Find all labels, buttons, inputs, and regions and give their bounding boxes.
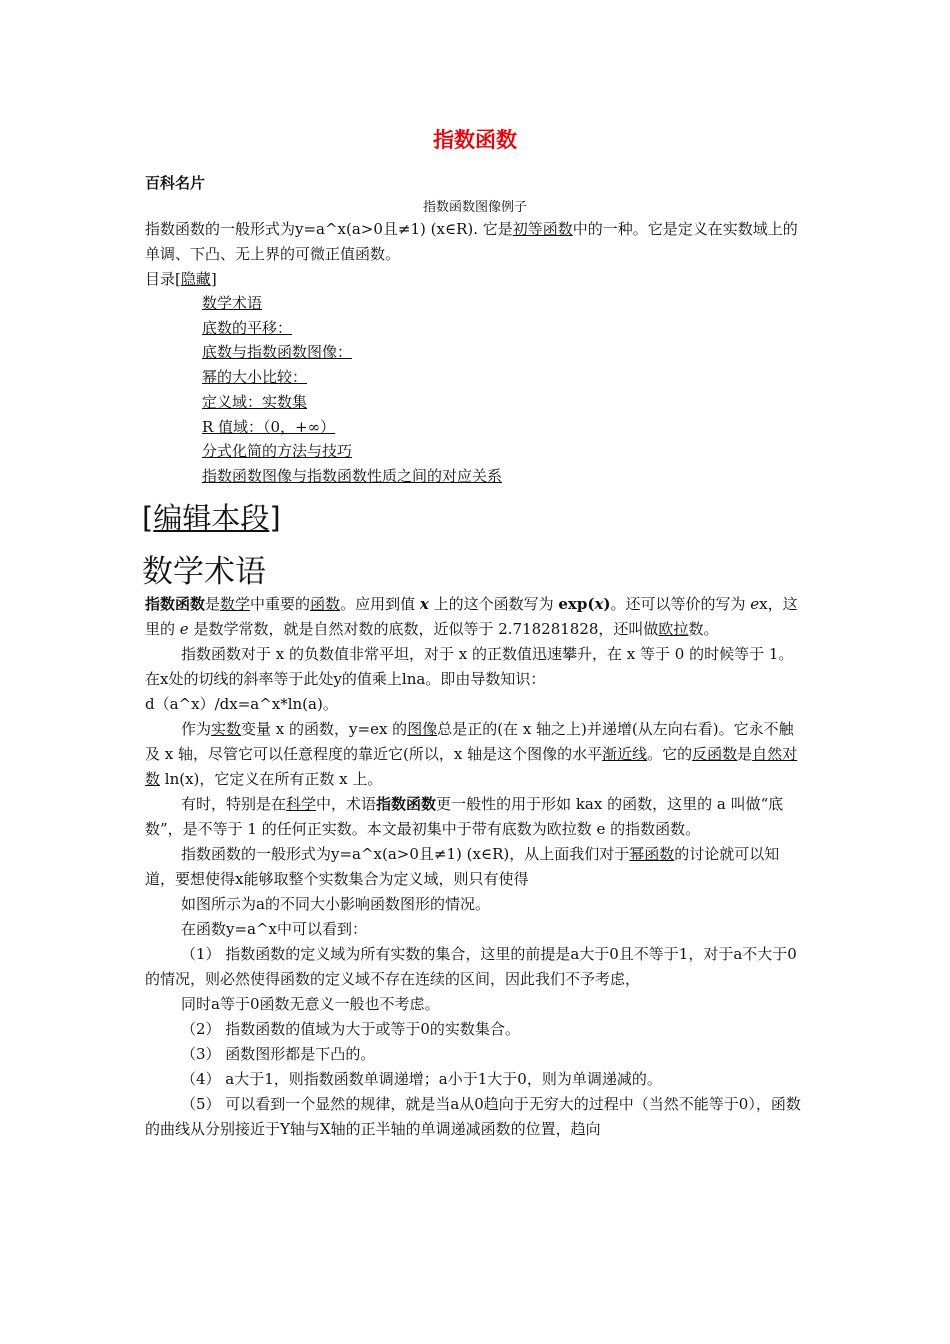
text: 数。: [688, 620, 719, 638]
link-science[interactable]: 科学: [286, 795, 317, 813]
paragraph: 指数函数对于 x 的负数值非常平坦，对于 x 的正数值迅速攀升，在 x 等于 0 的时候等于 1。在x处的切线的斜率等于此处y的值乘上lna。即由导数知识：: [145, 645, 794, 688]
link-function[interactable]: 函数: [310, 595, 341, 613]
text: 作为: [181, 720, 212, 738]
list-item: （4） a大于1，则指数函数单调递增；a小于1大于0，则为单调递减的。: [181, 1070, 662, 1088]
text: 中重要的: [250, 595, 311, 613]
text: 。应用到值: [340, 595, 420, 613]
link-graph[interactable]: 图像: [407, 720, 438, 738]
link-inverse-function[interactable]: 反函数: [692, 745, 738, 763]
link-math[interactable]: 数学: [220, 595, 251, 613]
text: x，这里的: [145, 595, 798, 638]
toc-label-text: 目录[: [145, 270, 181, 288]
bracket: [: [142, 501, 154, 535]
list-item: （5） 可以看到一个显然的规律，就是当a从0趋向于无穷大的过程中（当然不能等于0），函数的曲线从分别接近于Y轴与X轴的正半轴的单调递减函数的位置，趋向: [145, 1095, 801, 1138]
exp-text: ): [603, 595, 611, 613]
text: 有时，特别是在: [181, 795, 287, 813]
toc-hide-link[interactable]: 隐藏: [180, 270, 211, 288]
toc-item[interactable]: 幂的大小比较：: [202, 368, 308, 387]
page-title: 指数函数: [433, 128, 517, 152]
link-real-number[interactable]: 实数: [211, 720, 242, 738]
intro-text: 中的一种。它是定义在实数域上的单调、下凸、无上界的可微正值函数。: [145, 220, 798, 263]
text: 总是正的(在 x 轴之上)并递增(从左向右看)。它永不触及 x 轴，尽管它可以任意程度的靠近它(所以，x 轴是这个图像的水平: [145, 720, 794, 763]
paragraph: [145, 792, 807, 842]
toc-item[interactable]: 底数与指数函数图像：: [202, 343, 353, 362]
section-heading: 数学术语: [142, 554, 266, 590]
link-euler[interactable]: 欧拉: [658, 620, 689, 638]
paragraph: [145, 717, 807, 792]
toc-item[interactable]: 数学术语: [202, 294, 263, 312]
toc-label: [145, 267, 807, 292]
text: 是: [737, 745, 753, 763]
toc-label-text: ]: [210, 270, 217, 288]
section-label: 百科名片: [145, 174, 206, 192]
edit-section-button[interactable]: 编辑本段: [153, 501, 270, 535]
exp-text: exp(: [558, 595, 595, 613]
article-body: [145, 592, 807, 1142]
paragraph: d（a^x）/dx=a^x*ln(a)。: [145, 695, 338, 713]
paragraph: 同时a等于0函数无意义一般也不考虑。: [181, 995, 440, 1013]
var-e: e: [179, 620, 189, 638]
text: 是数学常数，就是自然对数的底数，近似等于 2.718281828，还叫做: [188, 620, 659, 638]
var-e: e: [750, 595, 760, 613]
text: 上的这个函数写为: [428, 595, 559, 613]
paragraph: [145, 842, 807, 892]
image-caption: 指数函数图像例子: [422, 200, 527, 215]
intro-paragraph: [145, 217, 807, 267]
edit-section-link: [142, 496, 281, 537]
text: 是: [205, 595, 221, 613]
link-elementary-function[interactable]: 初等函数: [512, 220, 573, 238]
bold-term: 指数函数: [145, 595, 206, 613]
intro-text: 指数函数的一般形式为y=a^x(a>0且≠1) (x∈R). 它是: [145, 220, 513, 238]
toc-item[interactable]: 分式化简的方法与技巧: [202, 442, 353, 461]
toc-item[interactable]: 定义域：实数集: [202, 392, 308, 411]
var-x: x: [419, 595, 429, 613]
var-x: x: [594, 595, 604, 613]
list-item: （3） 函数图形都是下凸的。: [181, 1045, 376, 1063]
paragraph: [145, 592, 807, 642]
table-of-contents: [202, 291, 502, 489]
link-asymptote[interactable]: 渐近线: [602, 745, 648, 763]
toc-item[interactable]: 底数的平移：: [202, 318, 293, 337]
text: 的讨论就可以知道，要想使得x能够取整个实数集合为定义域，则只有使得: [145, 845, 780, 888]
bold-term: 指数函数: [376, 795, 437, 813]
bracket: ]: [269, 501, 281, 535]
text: 。还可以等价的写为: [610, 595, 751, 613]
text: 指数函数的一般形式为y=a^x(a>0且≠1) (x∈R)，从上面我们对于: [181, 845, 630, 863]
list-item: （1） 指数函数的定义域为所有实数的集合，这里的前提是a大于0且不等于1，对于a不大于0的情况，则必然使得函数的定义域不存在连续的区间，因此我们不予考虑，: [145, 945, 797, 988]
toc-item[interactable]: R 值域：（0，+∞）: [202, 417, 336, 436]
toc-item[interactable]: 指数函数图像与指数函数性质之间的对应关系: [202, 466, 503, 485]
list-item: （2） 指数函数的值域为大于或等于0的实数集合。: [181, 1020, 520, 1038]
paragraph: 在函数y=a^x中可以看到：: [181, 920, 368, 938]
link-power-function[interactable]: 幂函数: [629, 845, 675, 863]
text: 中，术语: [316, 795, 377, 813]
text: 。它的: [647, 745, 693, 763]
text: 更一般性的用于形如 kax 的函数，这里的 a 叫做“底数”，是不等于 1 的任何正实数。本文最初集中于带有底数为欧拉数 e 的指数函数。: [145, 795, 784, 838]
text: 变量 x 的函数，y=ex 的: [241, 720, 408, 738]
text: ln(x)，它定义在所有正数 x 上。: [160, 770, 383, 788]
link-natural-log[interactable]: 自然对数: [145, 745, 798, 788]
paragraph: 如图所示为a的不同大小影响函数图形的情况。: [181, 895, 490, 913]
